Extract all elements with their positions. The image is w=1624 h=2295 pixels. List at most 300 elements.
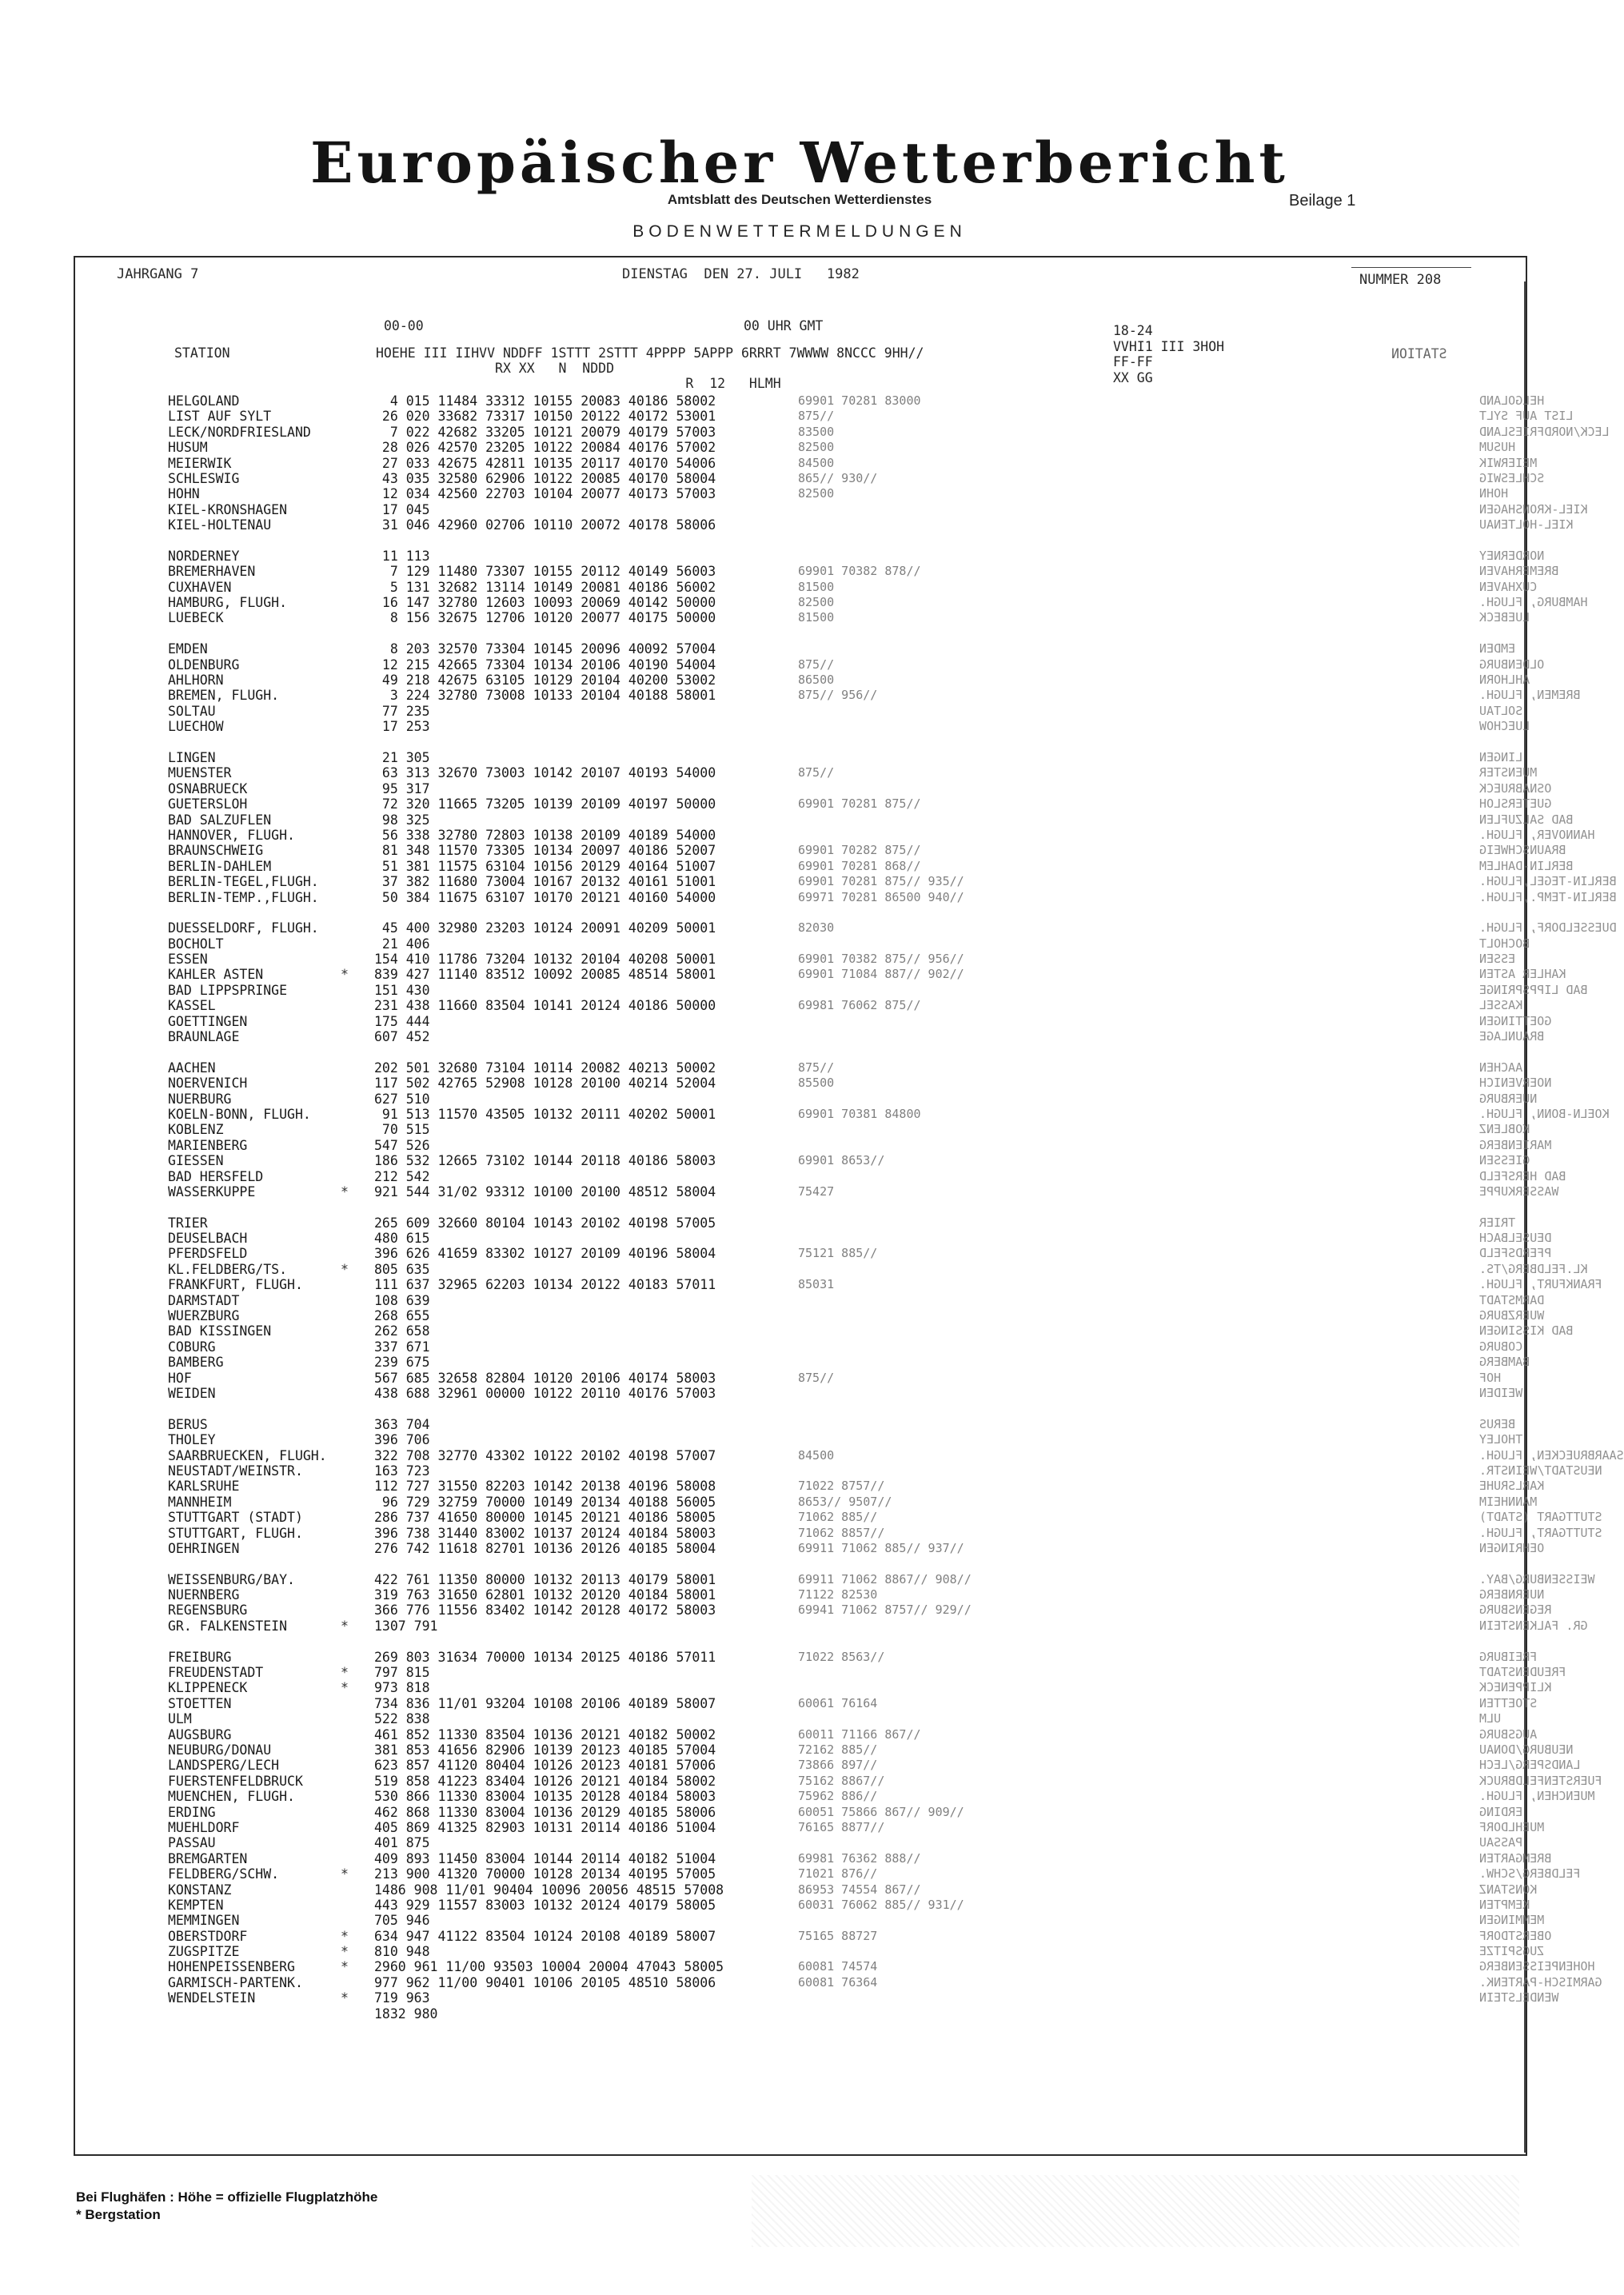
table-row [168,1804,1523,1820]
observation-data: 28 026 42570 23205 10122 20084 40176 57002 [374,440,716,456]
mirrored-station-name: KEMPTEN [1479,1897,1530,1912]
table-row [168,470,1545,486]
table-row [168,1215,1516,1231]
station-name: ESSEN [168,952,208,968]
table-row [168,1789,1595,1805]
table-row [168,1106,1610,1122]
table-row [168,1510,1602,1526]
observation-data: 797 815 [374,1665,430,1681]
station-name: OBERSTDORF [168,1928,248,1944]
station-name: AUGSBURG [168,1726,232,1742]
station-name: MEMMINGEN [168,1913,240,1929]
mirrored-station-name: ERDING [1479,1804,1523,1819]
station-name: KAHLER ASTEN [168,967,264,983]
table-row [168,920,1617,936]
station-name: OSNABRUECK [168,780,248,796]
station-name: KIEL-KRONSHAGEN [168,501,288,517]
table-row [168,673,1530,688]
table-row [168,1726,1538,1742]
station-name: LIST AUF SYLT [168,409,272,425]
supplementary-groups: 69901 70281 83000 [798,393,921,408]
station-name: DUESSELDORF, FLUGH. [168,920,319,936]
station-name: HOHN [168,486,200,502]
table-row [168,1835,1523,1851]
supplementary-groups: 69901 70382 875// 956// [798,952,964,967]
station-name: WEISSENBURG/BAY. [168,1571,295,1587]
station-name: HANNOVER, FLUGH. [168,827,295,843]
station-name: HAMBURG, FLUGH. [168,595,288,611]
table-row [168,1866,1581,1882]
mirrored-station-name: NUERBURG [1479,1091,1538,1106]
table-row [168,936,1530,952]
observation-data: 623 857 41120 80404 10126 20123 40181 57006 [374,1758,716,1774]
supplementary-groups: 60011 71166 867// [798,1726,921,1742]
station-group [168,920,1617,1045]
station-name: GR. FALKENSTEIN [168,1618,288,1634]
observation-data: 973 818 [374,1680,430,1696]
observation-data: 31 046 42960 02706 10110 20072 40178 58006 [374,517,716,533]
table-row [168,1944,1545,1960]
mirrored-station-name: KAHLER ASTEN [1479,967,1566,982]
supplementary-groups: 82500 [798,486,835,501]
table-row [168,998,1523,1014]
station-name: BERLIN-TEGEL,FLUGH. [168,874,319,890]
observation-data: 16 147 32780 12603 10093 20069 40142 50000 [374,595,716,611]
supplementary-groups: 69981 76362 888// [798,1850,921,1866]
table-row [168,1261,1588,1277]
mirrored-station-name: KLIPPENECK [1479,1680,1552,1695]
mirrored-station-name: BERLIN-DAHLEM [1479,858,1574,873]
supplementary-groups: 875// [798,1370,835,1385]
station-name: NUERNBERG [168,1587,240,1603]
table-row [168,1742,1574,1758]
table-row [168,1339,1523,1355]
table-row [168,1974,1602,1990]
supplementary-groups: 82030 [798,920,835,936]
observation-data: 27 033 42675 42811 10135 20117 40170 54006 [374,455,716,471]
observation-data: 186 532 12665 73102 10144 20118 40186 58003 [374,1153,716,1169]
table-row [168,1649,1538,1665]
observation-data: 21 305 [374,749,430,765]
station-name: OLDENBURG [168,657,240,673]
station-name: MARIENBERG [168,1137,248,1153]
mirrored-station-name: KONSTANZ [1479,1882,1538,1897]
mirrored-station-name: DUESSELDORF, FLUGH. [1479,920,1617,936]
station-name: CUXHAVEN [168,579,232,595]
mirrored-station-name: MUENSTER [1479,765,1538,780]
station-name: LECK/NORDFRIESLAND [168,424,311,440]
station-name: BAD SALZUFLEN [168,812,272,828]
observation-data: 519 858 41223 83404 10126 20121 40184 58002 [374,1773,716,1789]
table-row [168,579,1538,595]
supplementary-groups: 69901 70281 875// [798,796,921,812]
mirrored-station-name: STOETTEN [1479,1695,1538,1710]
table-row [168,1153,1530,1169]
supplementary-groups: 60081 74574 [798,1959,878,1974]
mirrored-station-name: LIST AUF SYLT [1479,409,1574,424]
observation-data: 634 947 41122 83504 10124 20108 40189 58007 [374,1928,716,1944]
supplement-label: Beilage 1 [1289,192,1356,210]
station-name: BERLIN-DAHLEM [168,858,272,874]
supplementary-groups: 86953 74554 867// [798,1882,921,1897]
observation-data: 262 658 [374,1323,430,1339]
observation-data: 1832 980 [374,2006,438,2022]
station-name: MEIERWIK [168,455,232,471]
column-station-header-right: STATION [1391,346,1447,361]
station-name: THOLEY [168,1432,216,1448]
station-name: NORDERNEY [168,548,240,564]
table-row [168,1603,1552,1618]
observation-data: 381 853 41656 82906 10139 20123 40185 57004 [374,1742,716,1758]
table-row [168,501,1588,517]
report-date: DIENSTAG DEN 27. JULI 1982 [622,266,860,282]
observation-data: 231 438 11660 83504 10141 20124 40186 50000 [374,998,716,1014]
document-subtitle: Amtsblatt des Deutschen Wetterdienstes [667,192,932,207]
mirrored-station-name: BREMEN, FLUGH. [1479,688,1581,703]
observation-data: 366 776 11556 83402 10142 20128 40172 58003 [374,1603,716,1618]
observation-data: 108 639 [374,1292,430,1308]
supplementary-groups: 60081 76364 [798,1974,878,1990]
mirrored-station-name: NEUBURG/DONAU [1479,1742,1574,1757]
mirrored-station-name: KASSEL [1479,998,1523,1013]
observation-data: 337 671 [374,1339,430,1355]
mountain-station-marker: * [341,1261,349,1277]
mirrored-station-name: FREIBURG [1479,1649,1538,1664]
mirrored-station-name: BERLIN-TEGEL,FLUGH. [1479,874,1617,889]
mirrored-station-name: MEIERWIK [1479,455,1538,470]
mirrored-station-name: HANNOVER, FLUGH. [1479,827,1595,842]
table-row [168,812,1574,828]
table-row [168,1758,1581,1774]
station-name: NEUBURG/DONAU [168,1742,272,1758]
table-row [168,827,1595,843]
table-row [168,1695,1538,1711]
station-name: FUERSTENFELDBRUCK [168,1773,303,1789]
column-code-header: HOEHE III IIHVV NDDFF 1STTT 2STTT 4PPPP 5APPP 6RRRT 7WWWW 8NCCC 9HH// [376,345,924,361]
supplementary-groups: 75427 [798,1183,835,1199]
table-row [168,749,1523,765]
station-name: AHLHORN [168,673,224,688]
station-name: BERLIN-TEMP.,FLUGH. [168,889,319,905]
table-row [168,843,1566,859]
station-name: NOERVENICH [168,1076,248,1092]
table-row [168,1447,1624,1463]
observation-data: 461 852 11330 83504 10136 20121 40182 50002 [374,1726,716,1742]
supplementary-groups: 69911 71062 8867// 908// [798,1571,972,1587]
mirrored-station-name: MUENCHEN, FLUGH. [1479,1789,1595,1804]
table-row [168,1587,1545,1603]
observation-data: 4 015 11484 33312 10155 20083 40186 58002 [374,393,716,409]
station-name: BAD HERSFELD [168,1168,264,1184]
station-name: KOBLENZ [168,1122,224,1138]
station-name: SCHLESWIG [168,470,240,486]
supplementary-groups: 81500 [798,610,835,625]
number-box [1351,257,1471,268]
observation-data: 5 131 32682 13114 10149 20081 40186 56002 [374,579,716,595]
supplementary-groups: 72162 885// [798,1742,878,1757]
observation-data: 11 113 [374,548,430,564]
supplementary-groups: 865// 930// [798,470,878,485]
station-name: OEHRINGEN [168,1540,240,1556]
station-name: BAMBERG [168,1355,224,1371]
mountain-station-marker: * [341,1990,349,2006]
station-name: EMDEN [168,641,208,657]
table-row [168,1091,1538,1107]
mirrored-station-name: HELGOLAND [1479,393,1545,408]
table-row [168,967,1566,983]
station-name: KONSTANZ [168,1882,232,1898]
table-row [168,874,1617,890]
station-name: LANDSPERG/LECH [168,1758,280,1774]
mirrored-station-name: NOERVENICH [1479,1076,1552,1091]
supplementary-groups: 75962 886// [798,1789,878,1804]
supplementary-groups: 69901 70381 84800 [798,1106,921,1121]
supplementary-groups: 875// [798,1060,835,1075]
observation-data: 462 868 11330 83004 10136 20129 40185 58006 [374,1804,716,1820]
station-name: KIEL-HOLTENAU [168,517,272,533]
table-row [168,1618,1588,1634]
mirrored-station-name: LUEBECK [1479,610,1530,625]
station-group [168,393,1610,533]
mirrored-station-name: KOELN-BONN, FLUGH. [1479,1106,1610,1121]
observation-data: 363 704 [374,1416,430,1432]
supplementary-groups: 84500 [798,455,835,470]
station-name: NEUSTADT/WEINSTR. [168,1463,303,1479]
mirrored-station-name: MUEHLDORF [1479,1819,1545,1834]
mirrored-station-name: BREMGARTEN [1479,1850,1552,1866]
supplementary-groups: 69901 70281 868// [798,858,921,873]
station-name: KASSEL [168,998,216,1014]
station-group [168,641,1581,735]
supplementary-groups: 71062 8857// [798,1525,885,1540]
table-row [168,1013,1552,1029]
table-row [168,780,1552,796]
observation-time: 00 UHR GMT [744,318,824,333]
supplementary-groups: 75162 8867// [798,1773,885,1788]
table-row [168,564,1559,580]
station-name: KLIPPENECK [168,1680,248,1696]
supplementary-groups: 75165 88727 [798,1928,878,1943]
supplementary-groups: 875// [798,409,835,424]
mirrored-station-name: REGENSBURG [1479,1603,1552,1618]
mirrored-station-name: KARLSRUHE [1479,1479,1545,1494]
observation-data: 111 637 32965 62203 10134 20122 40183 57011 [374,1277,716,1293]
observation-data: 50 384 11675 63107 10170 20121 40160 54000 [374,889,716,905]
table-row [168,1432,1523,1448]
table-row [168,455,1538,471]
station-name: HOHENPEISSENBERG [168,1959,295,1975]
observation-data: 7 129 11480 73307 10155 20112 40149 56003 [374,564,716,580]
volume-year: JAHRGANG 7 [117,266,199,282]
observation-data: 175 444 [374,1013,430,1029]
mirrored-station-name: HOHENPEISSENBERG [1479,1959,1595,1974]
observation-data: 2960 961 11/00 93503 10004 20004 47043 58005 [374,1959,724,1975]
mirrored-station-name: LANDSPERG/LECH [1479,1758,1581,1773]
mirrored-station-name: AHLHORN [1479,673,1530,688]
supplementary-groups: 69911 71062 885// 937// [798,1540,964,1555]
table-row [168,1416,1516,1432]
observation-data: 49 218 42675 63105 10129 20104 40200 53002 [374,673,716,688]
observation-data: 422 761 11350 80000 10132 20113 40179 58001 [374,1571,716,1587]
mountain-station-marker: * [341,1618,349,1634]
mirrored-station-name: PFERDSFELD [1479,1246,1552,1261]
table-row [168,1680,1552,1696]
mirrored-station-name: GOETTINGEN [1479,1013,1552,1028]
observation-data: 921 544 31/02 93312 10100 20100 48512 58004 [374,1183,716,1199]
mirrored-station-name: KIEL-HOLTENAU [1479,517,1574,533]
supplementary-groups: 71021 876// [798,1866,878,1882]
mirrored-station-name: NUERNBERG [1479,1587,1545,1603]
station-name: BREMGARTEN [168,1850,248,1866]
observation-data: 480 615 [374,1231,430,1247]
mirrored-station-name: BRAUNLAGE [1479,1029,1545,1044]
mirrored-station-name: BAD HERSFELD [1479,1168,1566,1183]
table-row [168,1819,1545,1835]
table-row [168,1137,1552,1153]
station-name: LUEBECK [168,610,224,626]
supplementary-groups: 60031 76062 885// 931// [798,1897,964,1912]
table-row [168,1928,1552,1944]
column-code-header-3: R 12 HLMH [376,376,781,391]
mountain-station-marker: * [341,967,349,983]
observation-data: 276 742 11618 82701 10136 20126 40185 58004 [374,1540,716,1556]
station-name: STUTTGART, FLUGH. [168,1525,303,1541]
supplementary-groups: 875// [798,765,835,780]
table-row [168,1463,1602,1479]
observation-data: 805 635 [374,1261,430,1277]
observation-data: 522 838 [374,1711,430,1727]
mirrored-station-name: PASSAU [1479,1835,1523,1850]
observation-data: 810 948 [374,1944,430,1960]
table-row [168,889,1617,905]
station-name: GIESSEN [168,1153,224,1169]
observation-data: 265 609 32660 80104 10143 20102 40198 57005 [374,1215,716,1231]
mirrored-station-name: NORDERNEY [1479,548,1545,563]
mirrored-station-name: BAD SALZUFLEN [1479,812,1574,827]
observation-data: 202 501 32680 73104 10114 20082 40213 50002 [374,1060,716,1076]
station-name: ERDING [168,1804,216,1820]
observation-data: 1307 791 [374,1618,438,1634]
station-name: BOCHOLT [168,936,224,952]
station-name: BERUS [168,1416,208,1432]
column-station-header: STATION [174,345,230,361]
observation-data: 96 729 32759 70000 10149 20134 40188 56005 [374,1494,716,1510]
supplementary-groups: 82500 [798,440,835,455]
table-row [168,796,1552,812]
table-row [168,1897,1530,1913]
table-row [168,1183,1559,1199]
supplementary-groups: 86500 [798,673,835,688]
mirrored-station-name: GR. FALKENSTEIN [1479,1618,1588,1633]
station-name: GARMISCH-PARTENK. [168,1974,303,1990]
mirrored-station-name: HAMBURG, FLUGH. [1479,595,1588,610]
observation-data: 269 803 31634 70000 10134 20125 40186 57011 [374,1649,716,1665]
observation-data: 21 406 [374,936,430,952]
supplementary-groups: 81500 [798,579,835,594]
mirrored-station-name: WASSERKUPPE [1479,1183,1559,1199]
table-row [168,1168,1566,1184]
mountain-station-marker: * [341,1959,349,1975]
station-name: COBURG [168,1339,216,1355]
observation-data: 17 045 [374,501,430,517]
station-name: LINGEN [168,749,216,765]
supplementary-groups: 875// 956// [798,688,878,703]
table-row [168,1386,1523,1401]
mirrored-station-name: BAD LIPPSPRINGE [1479,982,1588,997]
observation-data: 627 510 [374,1091,430,1107]
document-title: Europäischer Wetterbericht [310,130,1289,196]
supplementary-groups: 71022 8563// [798,1649,885,1664]
observation-data: 112 727 31550 82203 10142 20138 40196 58008 [374,1479,716,1495]
supplementary-groups: 71062 885// [798,1510,878,1525]
observation-data: 547 526 [374,1137,430,1153]
mirrored-station-name: STUTTGART (STADT) [1479,1510,1602,1525]
table-row [168,1371,1511,1386]
supplementary-groups: 69981 76062 875// [798,998,921,1013]
mirrored-station-name: WENDELSTEIN [1479,1990,1559,2006]
mirrored-station-name: OSNABRUECK [1479,780,1552,796]
observation-data: 239 675 [374,1355,430,1371]
mirrored-station-name: NEUSTADT/WEINSTR. [1479,1463,1602,1478]
observation-data: 12 215 42665 73304 10134 20106 40190 54004 [374,657,716,673]
supplementary-groups: 69901 70281 875// 935// [798,874,964,889]
mirrored-station-name: KIEL-KRONSHAGEN [1479,501,1588,517]
station-name: BREMEN, FLUGH. [168,688,280,704]
table-row [168,641,1516,657]
observation-data: 7 022 42682 33205 10121 20079 40179 57003 [374,424,716,440]
supplementary-groups: 69941 71062 8757// 929// [798,1603,972,1618]
supplementary-groups: 69901 71084 887// 902// [798,967,964,982]
observation-data: 396 738 31440 83002 10137 20124 40184 58003 [374,1525,716,1541]
mountain-station-marker: * [341,1928,349,1944]
observation-data: 443 929 11557 83003 10132 20124 40179 58005 [374,1897,716,1913]
observation-data: 56 338 32780 72803 10138 20109 40189 54000 [374,827,716,843]
mirrored-station-name: MARIENBERG [1479,1137,1552,1152]
station-group [168,548,1588,626]
table-row [168,657,1545,673]
table-row [168,595,1588,611]
mirrored-station-name: ZUGSPITZE [1479,1944,1545,1959]
station-group [168,1060,1610,1200]
station-name: DEUSELBACH [168,1231,248,1247]
station-name: ULM [168,1711,192,1727]
mirrored-station-name: WUERZBURG [1479,1308,1545,1323]
mirrored-station-name: KL.FELDBERG/TS. [1479,1261,1588,1276]
observation-data: 8 203 32570 73304 10145 20096 40092 57004 [374,641,716,657]
table-row [168,1060,1523,1076]
observation-data: 151 430 [374,982,430,998]
mirrored-station-name: FUERSTENFELDBRUCK [1479,1773,1602,1788]
supplementary-groups: 60051 75866 867// 909// [798,1804,964,1819]
footer-airport-note: Bei Flughäfen : Höhe = offizielle Flugplatzhöhe [76,2189,378,2205]
station-name: STUTTGART (STADT) [168,1510,303,1526]
observation-data: 607 452 [374,1029,430,1045]
supplementary-groups: 83500 [798,424,835,439]
station-name: ZUGSPITZE [168,1944,240,1960]
station-name: WASSERKUPPE [168,1183,256,1199]
mirrored-station-name: FRANKFURT, FLUGH. [1479,1277,1602,1292]
station-name: AACHEN [168,1060,216,1076]
station-name: FREUDENSTADT [168,1665,264,1681]
station-name: PASSAU [168,1835,216,1851]
observation-data: 12 034 42560 22703 10104 20077 40173 57003 [374,486,716,502]
observation-data: 405 869 41325 82903 10131 20114 40186 51004 [374,1819,716,1835]
table-row [168,1277,1602,1293]
table-row [168,1665,1566,1681]
observation-data: 26 020 33682 73317 10150 20122 40172 53001 [374,409,716,425]
table-row [168,1494,1538,1510]
observation-data: 77 235 [374,703,430,719]
